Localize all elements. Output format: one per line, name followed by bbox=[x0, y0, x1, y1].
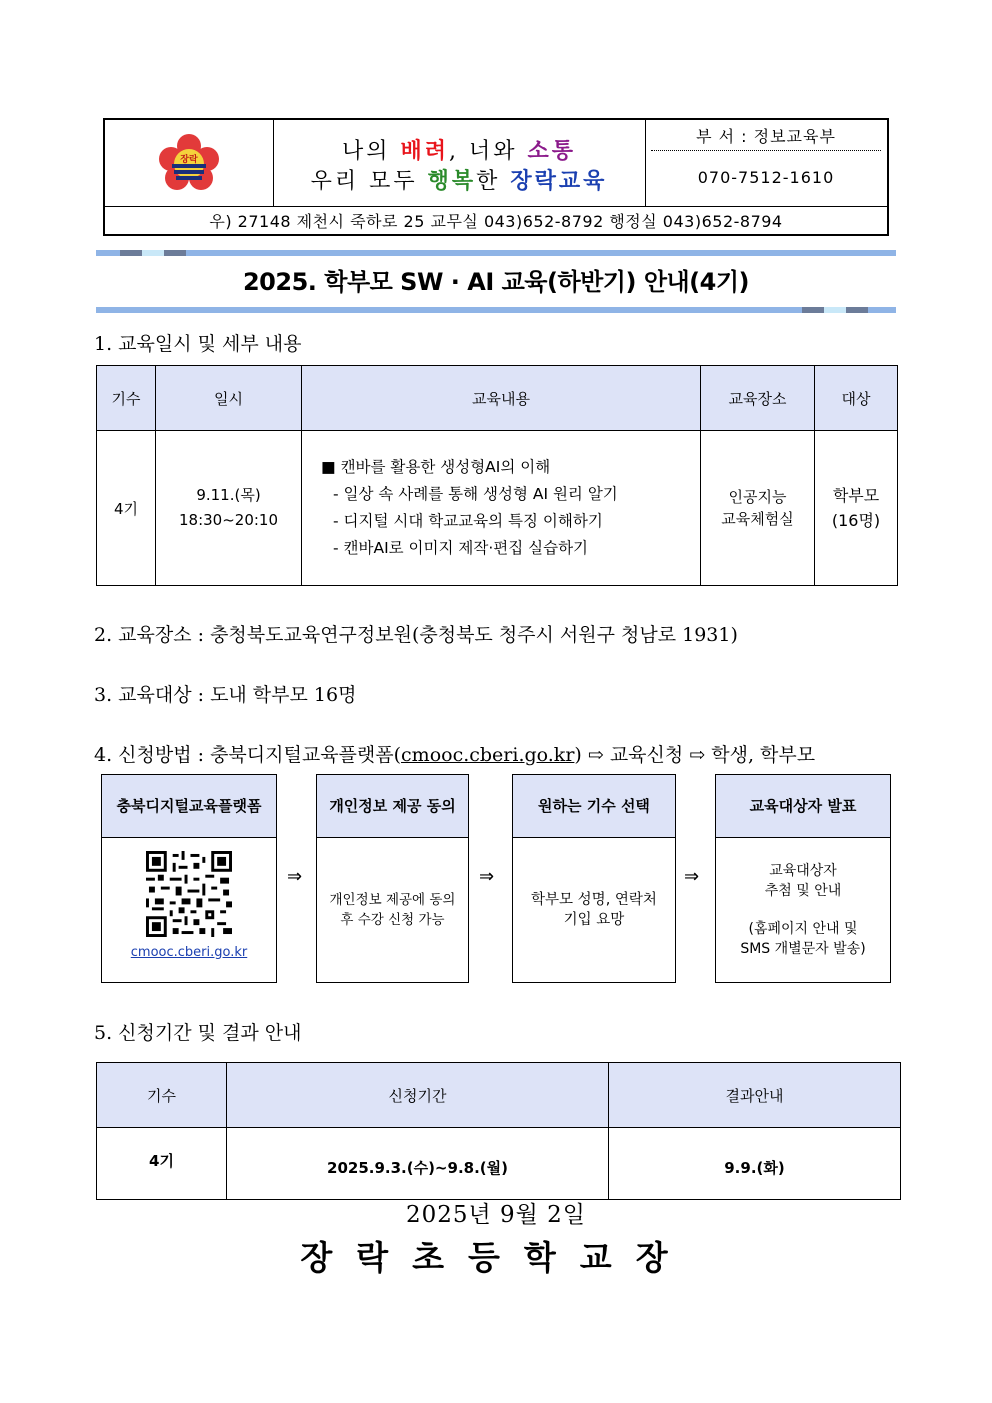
step-box-consent bbox=[316, 774, 469, 983]
section5-heading: 5. 신청기간 및 결과 안내 bbox=[94, 1022, 302, 1044]
col-content: 교육내용 bbox=[302, 366, 701, 431]
cell-term: 4기 bbox=[97, 431, 156, 586]
cell-place bbox=[701, 431, 815, 586]
logo-cell bbox=[105, 120, 274, 206]
principal-signature: 장락초등학교장 bbox=[300, 1238, 692, 1277]
top-divider-bar bbox=[96, 250, 896, 256]
slogan-word-school: 장락교육 bbox=[510, 168, 608, 194]
content-main: ■ 캔바를 활용한 생성형AI의 이해 bbox=[321, 458, 551, 476]
slogan-text: , 너와 bbox=[449, 139, 528, 164]
schedule-table bbox=[96, 365, 898, 586]
content-list bbox=[303, 454, 699, 562]
content-item: - 캔바AI로 이미지 제작·편집 실습하기 bbox=[333, 539, 589, 557]
qr-link[interactable]: cmooc.cberi.go.kr bbox=[130, 944, 248, 960]
step-box-platform bbox=[101, 774, 277, 983]
col-term: 기수 bbox=[97, 366, 156, 431]
flow-arrow-icon: ⇒ bbox=[479, 866, 495, 887]
announce-line: SMS 개별문자 발송) bbox=[740, 940, 866, 957]
col-result: 결과안내 bbox=[609, 1063, 901, 1128]
col-term: 기수 bbox=[97, 1063, 227, 1128]
slogan-text: 한 bbox=[476, 169, 511, 194]
place-line: 교육체험실 bbox=[721, 510, 794, 528]
step-body bbox=[716, 837, 890, 982]
step-box-select bbox=[512, 774, 676, 983]
school-logo-icon bbox=[158, 133, 220, 193]
table-row bbox=[97, 1128, 901, 1200]
bar-segment bbox=[164, 250, 186, 256]
cell-date bbox=[156, 431, 302, 586]
table-header-row bbox=[97, 1063, 901, 1128]
slogan-line2 bbox=[273, 164, 645, 195]
slogan-line1 bbox=[273, 134, 645, 165]
slogan-word-communication: 소통 bbox=[527, 138, 576, 164]
target-line: 학부모 bbox=[832, 486, 880, 505]
platform-link[interactable]: cmooc.cberi.go.kr bbox=[401, 744, 575, 766]
section4-suffix: ) ⇨ 교육신청 ⇨ 학생, 학부모 bbox=[574, 744, 816, 766]
step-body: 개인정보 제공에 동의 후 수강 신청 가능 bbox=[329, 891, 456, 928]
slogan-text: 나의 bbox=[341, 139, 401, 164]
section4-text bbox=[94, 740, 815, 767]
step-title: 교육대상자 발표 bbox=[716, 775, 890, 838]
step-title: 개인정보 제공 동의 bbox=[317, 775, 468, 838]
section4-prefix: 4. 신청방법 : 충북디지털교육플랫폼( bbox=[94, 744, 402, 766]
department-label: 부 서 : 정보교육부 bbox=[696, 127, 836, 146]
cell-content bbox=[302, 431, 701, 586]
date-text: 9.11.(목) bbox=[196, 486, 261, 504]
section1-heading: 1. 교육일시 및 세부 내용 bbox=[94, 333, 302, 355]
bar-segment bbox=[846, 307, 868, 313]
content-item: - 일상 속 사례를 통해 생성형 AI 원리 알기 bbox=[333, 485, 618, 503]
flow-arrow-icon: ⇒ bbox=[684, 866, 700, 887]
section2-text: 2. 교육장소 : 충청북도교육연구정보원(충청북도 청주시 서원구 청남로 1931) bbox=[94, 624, 738, 646]
step-body bbox=[102, 837, 276, 982]
dotted-divider bbox=[651, 150, 881, 151]
announce-line: (홈페이지 안내 및 bbox=[748, 920, 858, 937]
document-date: 2025년 9월 2일 bbox=[405, 1202, 587, 1228]
qr-code-icon bbox=[146, 851, 232, 937]
step-body: 학부모 성명, 연락처 기입 요망 bbox=[531, 891, 657, 928]
flow-arrow-icon: ⇒ bbox=[287, 866, 303, 887]
slogan-text: 우리 모두 bbox=[310, 169, 428, 194]
bar-segment bbox=[824, 307, 846, 313]
department-phone: 070-7512-1610 bbox=[697, 168, 835, 187]
step-title: 충북디지털교육플랫폼 bbox=[102, 775, 276, 838]
target-line: (16명) bbox=[831, 511, 881, 530]
application-table bbox=[96, 1062, 901, 1200]
cell-target bbox=[815, 431, 898, 586]
cell-result: 9.9.(화) bbox=[609, 1128, 901, 1200]
cell-period: 2025.9.3.(수)~9.8.(월) bbox=[227, 1128, 609, 1200]
cell-term: 4기 bbox=[97, 1128, 227, 1200]
department-cell bbox=[645, 120, 887, 206]
col-place: 교육장소 bbox=[701, 366, 815, 431]
content-item: - 디지털 시대 학교교육의 특징 이해하기 bbox=[333, 512, 603, 530]
col-target: 대상 bbox=[815, 366, 898, 431]
bottom-divider-bar bbox=[96, 307, 896, 313]
slogan-word-care: 배려 bbox=[400, 138, 449, 164]
step-box-announce bbox=[715, 774, 891, 983]
step-title: 원하는 기수 선택 bbox=[513, 775, 675, 838]
announce-line: 추첨 및 안내 bbox=[764, 882, 842, 899]
school-header bbox=[103, 118, 889, 236]
page-title: 2025. 학부모 SW · AI 교육(하반기) 안내(4기) bbox=[242, 268, 750, 296]
section3-text: 3. 교육대상 : 도내 학부모 16명 bbox=[94, 684, 357, 706]
slogan-word-happiness: 행복 bbox=[427, 168, 477, 194]
slogan-cell bbox=[273, 120, 646, 206]
bar-segment bbox=[802, 307, 824, 313]
table-row bbox=[97, 431, 898, 586]
col-date: 일시 bbox=[156, 366, 302, 431]
bar-segment bbox=[120, 250, 142, 256]
bar-segment bbox=[142, 250, 164, 256]
announce-line: 교육대상자 bbox=[769, 862, 837, 879]
place-line: 인공지능 bbox=[728, 488, 787, 506]
time-text: 18:30~20:10 bbox=[178, 511, 279, 529]
table-header-row bbox=[97, 366, 898, 431]
address-line: 우) 27148 제천시 죽하로 25 교무실 043)652-8792 행정실 043)652-8794 bbox=[105, 206, 887, 234]
col-period: 신청기간 bbox=[227, 1063, 609, 1128]
logo-text: 장락 bbox=[180, 155, 198, 165]
